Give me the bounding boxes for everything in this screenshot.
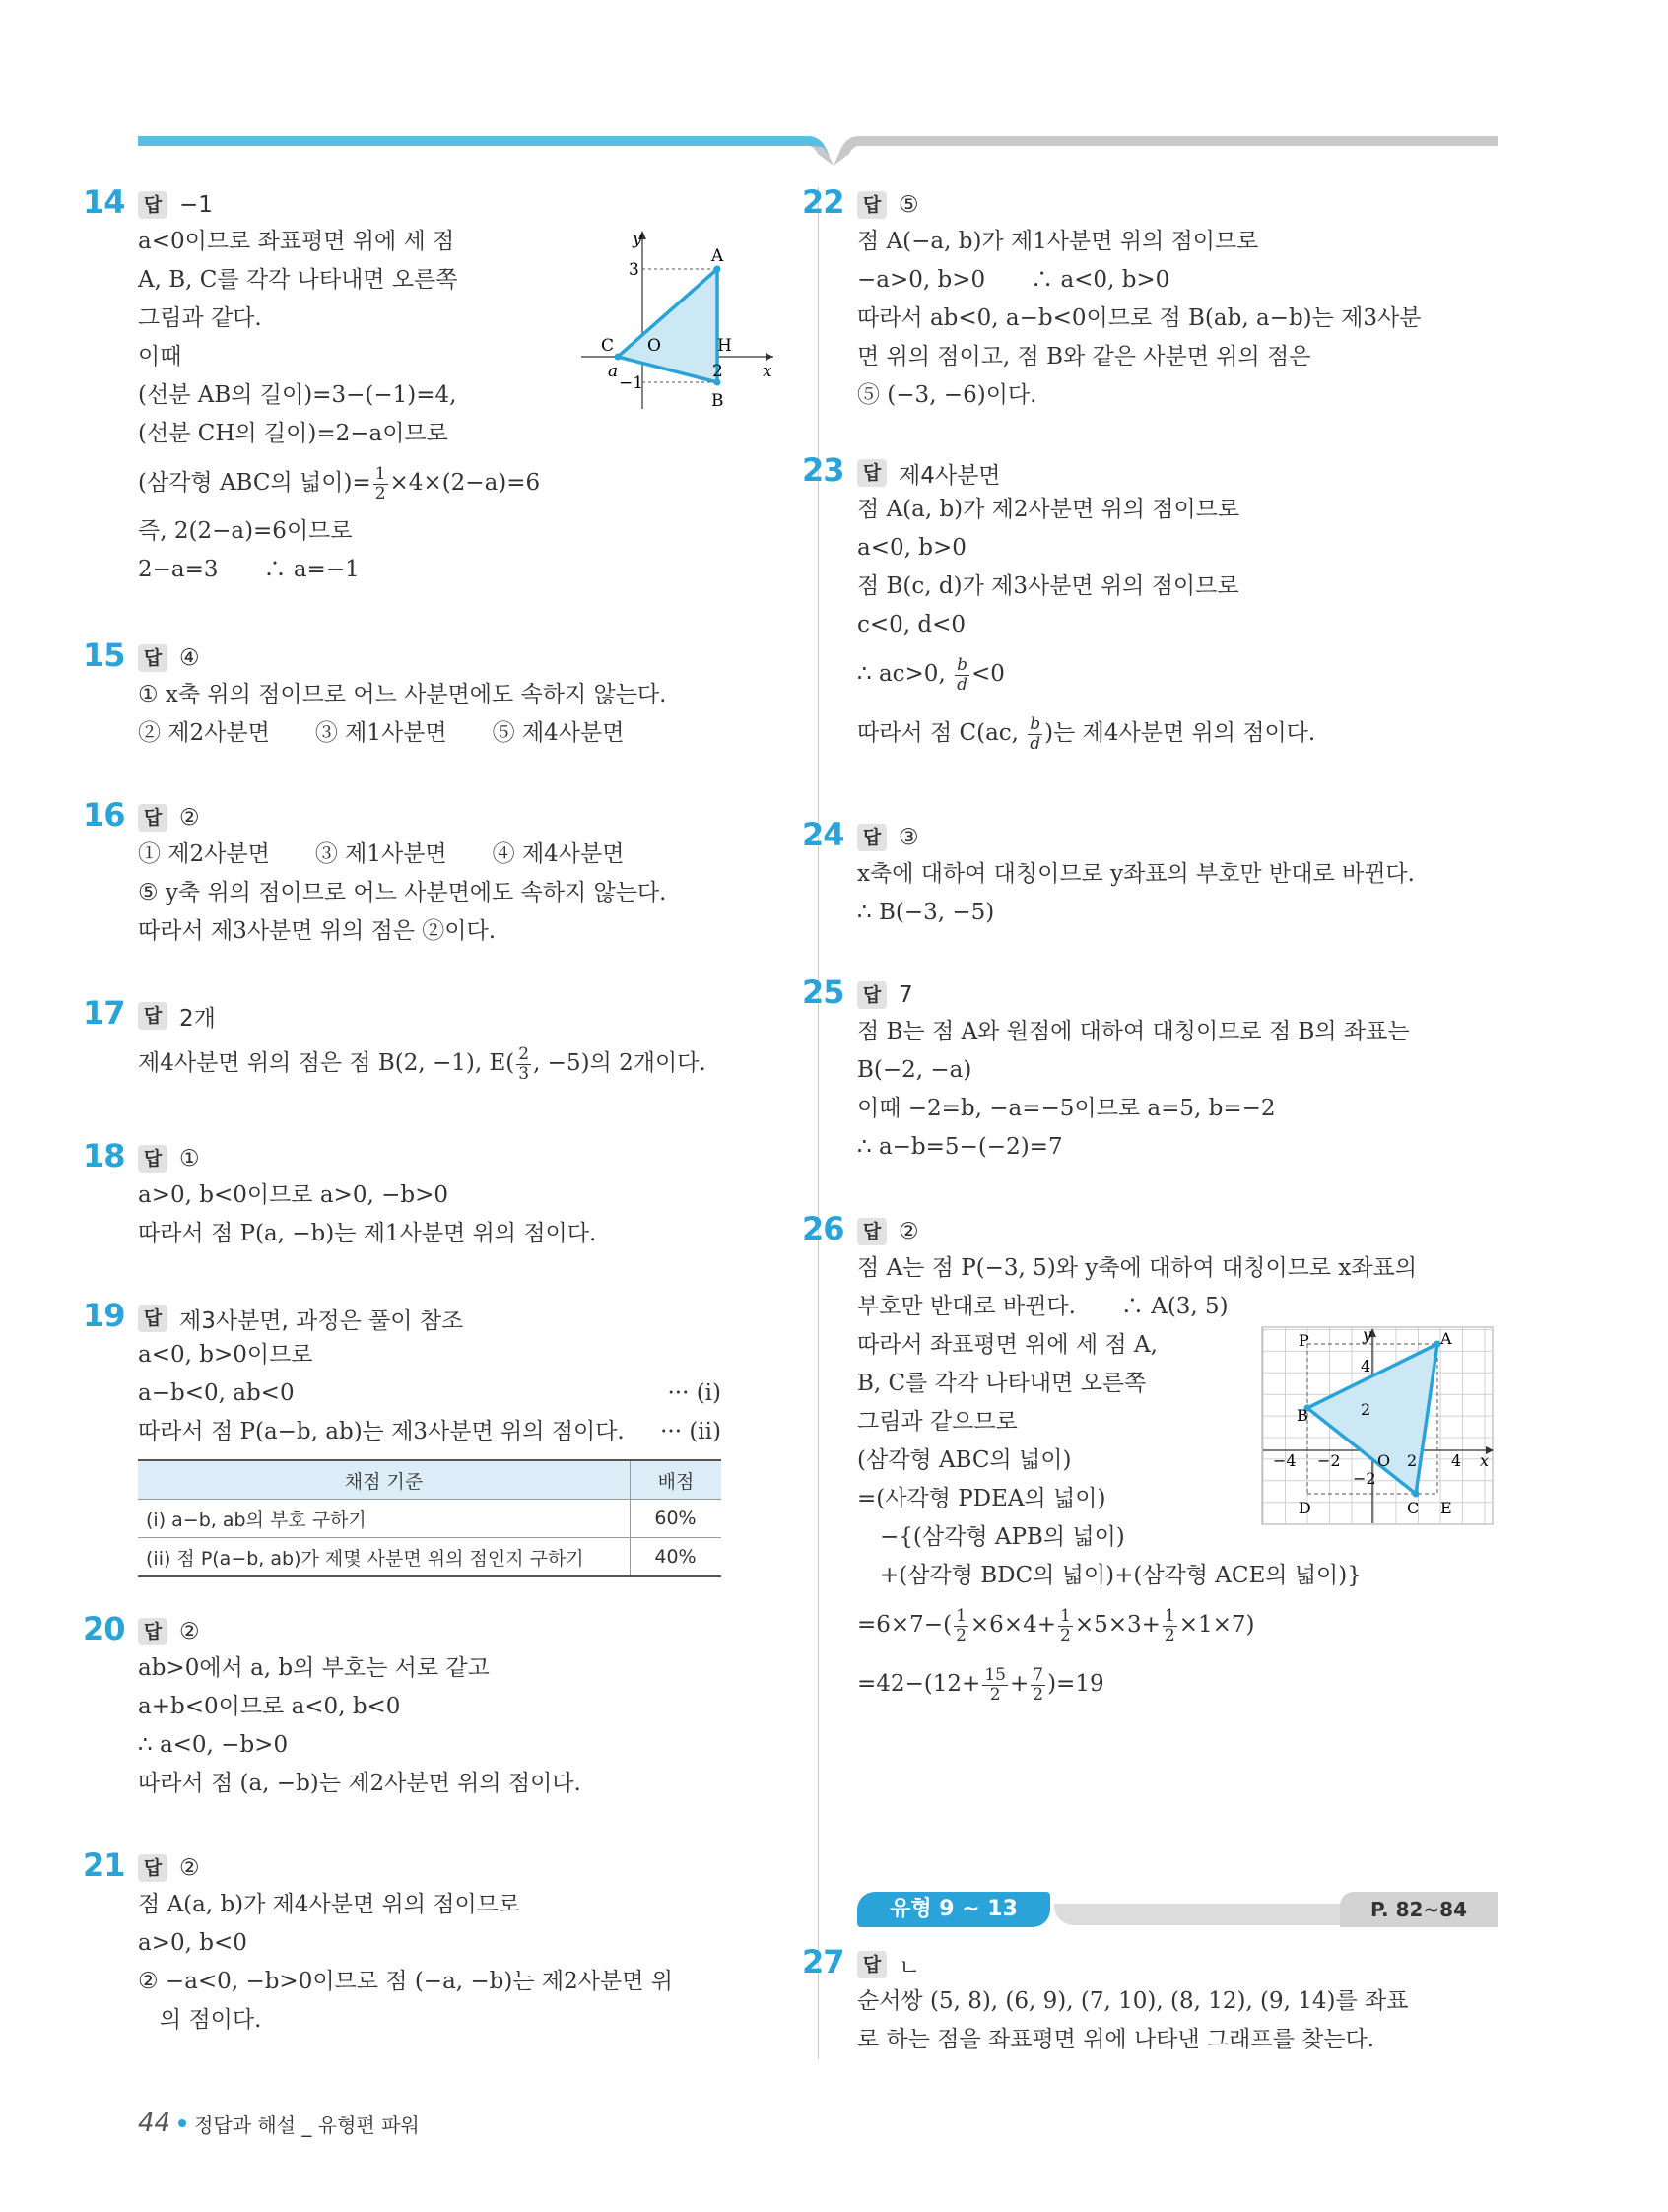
problem-16	[83, 796, 667, 951]
answer-value: −1	[179, 192, 213, 218]
answer-value: ①	[179, 1146, 200, 1172]
axis-label-x: x	[763, 362, 772, 381]
text-line: 즉, 2(2−a)=6이므로	[138, 518, 353, 544]
text-line: 그림과 같으므로	[857, 1409, 1018, 1435]
fraction: $\frac{1}{2}$	[956, 1605, 967, 1645]
axis-label-y: y	[1363, 1326, 1372, 1344]
answer-label: 답	[857, 1218, 887, 1245]
text-line: ab>0에서 a, b의 부호는 서로 같고	[138, 1655, 490, 1681]
problem-number: 26	[802, 1210, 844, 1247]
text-line: a>0, b<0이므로 a>0, −b>0	[138, 1182, 448, 1208]
text-line: 그림과 같다.	[138, 305, 262, 331]
section-line	[1054, 1904, 1350, 1925]
text-line: 따라서 제3사분면 위의 점은 ②이다.	[138, 918, 497, 944]
problem-number: 19	[83, 1297, 125, 1334]
problem-22	[802, 183, 1422, 415]
point-label-c: C	[601, 336, 615, 356]
text-line: 따라서 점 (a, −b)는 제2사분면 위의 점이다.	[138, 1771, 581, 1796]
fraction: $\frac{1}{2}$	[1164, 1605, 1175, 1645]
text-line: 면 위의 점이고, 점 B와 같은 사분면 위의 점은	[857, 344, 1311, 369]
answer-value: ㄴ	[899, 1954, 921, 1980]
problem-number: 27	[802, 1943, 844, 1980]
text-line: B(−2, −a)	[857, 1057, 972, 1083]
problem-number: 23	[802, 451, 844, 489]
answer-value: 제3사분면, 과정은 풀이 참조	[179, 1307, 464, 1334]
answer-label: 답	[138, 1145, 167, 1173]
answer-row	[138, 998, 706, 1034]
problem-number: 17	[83, 994, 125, 1032]
text-line: a<0, b>0	[857, 535, 967, 561]
bullet-icon	[178, 2119, 186, 2127]
fraction: $\frac{b}{d}$	[1030, 713, 1041, 754]
answer-label: 답	[138, 1002, 167, 1030]
text-line: ∴ a−b=5−(−2)=7	[857, 1134, 1063, 1160]
text-line: −{(삼각형 APB의 넓이)	[857, 1524, 1125, 1550]
answer-value: 7	[899, 982, 913, 1008]
answer-row	[857, 1214, 1498, 1249]
fraction: $\frac{1}{2}$	[1059, 1605, 1071, 1645]
text-line: 로 하는 점을 좌표평면 위에 나타낸 그래프를 찾는다.	[857, 2027, 1375, 2052]
point-label-b: B	[1297, 1406, 1308, 1425]
problem-number: 14	[83, 183, 125, 221]
answer-label: 답	[138, 191, 167, 219]
answer-row	[857, 455, 1315, 491]
text-line: c<0, d<0	[857, 612, 967, 637]
step-tag: ··· (ii)	[660, 1419, 721, 1444]
text-line: 순서쌍 (5, 8), (6, 9), (7, 10), (8, 12), (9, 14)를 좌표	[857, 1988, 1409, 2014]
answer-value: ②	[179, 805, 200, 831]
table-header: 배점	[631, 1460, 722, 1500]
tick-label: 4	[1451, 1451, 1462, 1470]
step-tag: ··· (i)	[667, 1380, 721, 1406]
text-line: ⑤ (−3, −6)이다.	[857, 382, 1037, 408]
text-line: 점 A(−a, b)가 제1사분면 위의 점이므로	[857, 229, 1259, 254]
point-label-b: B	[711, 391, 724, 411]
problem-18	[83, 1137, 597, 1253]
answer-row	[138, 1301, 729, 1336]
axis-label-x: x	[1480, 1451, 1490, 1470]
text-line: ⑤ y축 위의 점이므로 어느 사분면에도 속하지 않는다.	[138, 880, 667, 905]
problem-number: 15	[83, 637, 125, 674]
answer-row	[138, 800, 666, 836]
answer-label: 답	[138, 1305, 167, 1332]
point-label-e: E	[1440, 1499, 1452, 1517]
problem-21	[83, 1846, 673, 2040]
answer-value: ②	[899, 1219, 919, 1244]
text-line: 점 B는 점 A와 원점에 대하여 대칭이므로 점 B의 좌표는	[857, 1019, 1410, 1044]
text-line: a>0, b<0	[138, 1930, 247, 1956]
text-line: 이때 −2=b, −a=−5이므로 a=5, b=−2	[857, 1096, 1276, 1121]
problem-27	[802, 1943, 1409, 2059]
text-line: ① 제2사분면 ③ 제1사분면 ④ 제4사분면	[138, 841, 625, 867]
table-row: (i) a−b, ab의 부호 구하기 60%	[138, 1500, 721, 1538]
text-line: 따라서 점 C(ac, $\frac{b}{d}$ )는 제4사분면 위의 점이다.	[857, 713, 1316, 754]
text-line: 점 A(a, b)가 제2사분면 위의 점이므로	[857, 497, 1240, 522]
answer-value: ②	[179, 1855, 200, 1881]
section-header	[857, 1892, 1498, 1927]
table-row: (ii) 점 P(a−b, ab)가 제몇 사분면 위의 점인지 구하기 40%	[138, 1538, 721, 1577]
problem-26	[802, 1210, 1498, 1713]
problem-number: 24	[802, 816, 844, 853]
text-line: a<0이므로 좌표평면 위에 세 점	[138, 229, 455, 254]
text-line: (선분 CH의 길이)=2−a이므로	[138, 421, 448, 446]
page-footer	[138, 2109, 420, 2138]
answer-row	[138, 1850, 673, 1886]
text-line	[138, 453, 540, 512]
tick-label: 2	[1361, 1400, 1371, 1419]
text-line: =42−(12+ $\frac{15}{2}$ + $\frac{7}{2}$ )=19	[857, 1664, 1104, 1705]
answer-row	[138, 640, 666, 676]
tick-label: −1	[619, 373, 644, 393]
origin-label: O	[1377, 1451, 1391, 1470]
answer-label: 답	[138, 1618, 167, 1645]
text-line: ② 제2사분면 ③ 제1사분면 ⑤ 제4사분면	[138, 720, 625, 746]
text-line: ∴ ac>0, $\frac{b}{d}$ <0	[857, 654, 1005, 695]
tick-label: −2	[1353, 1469, 1376, 1488]
problem-14	[83, 183, 772, 589]
fraction: $\frac{b}{d}$	[957, 654, 967, 695]
text-line: 따라서 좌표평면 위에 세 점 A,	[857, 1332, 1158, 1358]
header-bar	[0, 0, 1668, 168]
axis-label-y: y	[633, 230, 642, 249]
text-line: (선분 AB의 길이)=3−(−1)=4,	[138, 382, 457, 408]
section-page-range: P. 82~84	[1340, 1892, 1498, 1927]
text-line: 점 B(c, d)가 제3사분면 위의 점이므로	[857, 573, 1239, 599]
text-line: A, B, C를 각각 나타내면 오른쪽	[138, 267, 458, 293]
footer-title: 정답과 해설 _ 유형편 파워	[194, 2112, 420, 2137]
answer-label: 답	[857, 459, 887, 487]
problem-19	[83, 1297, 729, 1577]
answer-row	[138, 1614, 581, 1649]
answer-label: 답	[857, 191, 887, 219]
point-label-h: H	[717, 336, 732, 356]
tick-label: a	[608, 362, 619, 381]
answer-row	[857, 1947, 1409, 1982]
table-header: 채점 기준	[138, 1460, 631, 1500]
text-line: x축에 대하여 대칭이므로 y좌표의 부호만 반대로 바뀐다.	[857, 861, 1415, 887]
text-line: 부호만 반대로 바뀐다. ∴ A(3, 5)	[857, 1294, 1229, 1319]
answer-value: 제4사분면	[899, 462, 1001, 489]
fraction: $\frac{7}{2}$	[1033, 1664, 1044, 1705]
answer-row	[138, 1141, 596, 1176]
problem-24	[802, 816, 1415, 932]
text-line: 의 점이다.	[138, 2007, 262, 2033]
answer-row	[857, 187, 1421, 223]
point-label-a: A	[1440, 1329, 1452, 1348]
text-line: a+b<0이므로 a<0, b<0	[138, 1694, 401, 1719]
problem-number: 18	[83, 1137, 125, 1174]
tick-label: 3	[629, 260, 639, 280]
text-line: a<0, b>0이므로	[138, 1342, 313, 1368]
text-line: a−b<0, ab<0 ··· (i)	[138, 1374, 729, 1413]
problem-25	[802, 973, 1410, 1167]
tick-label: 2	[712, 362, 723, 381]
text-line: 이때	[138, 344, 182, 369]
text-line: ∴ a<0, −b>0	[138, 1732, 289, 1758]
answer-label: 답	[138, 804, 167, 832]
tick-label: 2	[1407, 1451, 1418, 1470]
tick-label: −4	[1273, 1451, 1297, 1470]
text-line: 따라서 ab<0, a−b<0이므로 점 B(ab, a−b)는 제3사분	[857, 305, 1422, 331]
answer-value: ②	[179, 1619, 200, 1644]
tick-label: 4	[1361, 1357, 1371, 1375]
text-line: 2−a=3 ∴ a=−1	[138, 557, 360, 582]
answer-label: 답	[857, 981, 887, 1009]
problem-15	[83, 637, 667, 753]
text-line: −a>0, b>0 ∴ a<0, b>0	[857, 267, 1170, 293]
answer-value: ③	[899, 825, 919, 850]
text-line: =6×7−( $\frac{1}{2}$ ×6×4+ $\frac{1}{2}$ ×5×3+ $\frac{1}{2}$ ×1×7)	[857, 1605, 1255, 1645]
page-number: 44	[138, 2109, 171, 2138]
text-line: ② −a<0, −b>0이므로 점 (−a, −b)는 제2사분면 위	[138, 1969, 673, 1994]
answer-row	[138, 187, 540, 223]
problem-number: 16	[83, 796, 125, 834]
fraction: $\frac{2}{3}$	[518, 1043, 530, 1084]
text-line: 따라서 점 P(a−b, ab)는 제3사분면 위의 점이다. ··· (ii)	[138, 1413, 729, 1451]
problem-20	[83, 1610, 581, 1803]
fraction: $\frac{1}{2}$	[374, 463, 386, 503]
origin-label: O	[647, 336, 661, 356]
problem-17	[83, 994, 706, 1093]
text-line: 따라서 점 P(a, −b)는 제1사분면 위의 점이다.	[138, 1221, 597, 1246]
text-line: 점 A(a, b)가 제4사분면 위의 점이므로	[138, 1892, 521, 1917]
fraction: $\frac{15}{2}$	[984, 1664, 1006, 1705]
problem-number: 25	[802, 973, 844, 1011]
point-label-a: A	[711, 246, 724, 266]
scoring-table	[138, 1459, 721, 1577]
problem-number: 22	[802, 183, 844, 221]
answer-label: 답	[138, 644, 167, 672]
point-label-c: C	[1407, 1499, 1420, 1517]
triangle-figure-26	[1261, 1326, 1498, 1528]
text-line: B, C를 각각 나타내면 오른쪽	[857, 1371, 1147, 1396]
area-text: (삼각형 ABC의 넓이)=	[138, 470, 371, 496]
problem-23	[802, 451, 1316, 763]
section-title: 유형 9 ~ 13	[857, 1892, 1050, 1927]
tick-label: −2	[1317, 1451, 1341, 1470]
answer-label: 답	[857, 1951, 887, 1978]
text-line: ∴ B(−3, −5)	[857, 900, 995, 925]
point-label-p: P	[1299, 1331, 1309, 1350]
text-line: 제4사분면 위의 점은 점 B(2, −1), E( $\frac{2}{3}$ , −5)의 2개이다.	[138, 1043, 706, 1084]
text-line: =(사각형 PDEA의 넓이)	[857, 1486, 1106, 1511]
answer-label: 답	[138, 1854, 167, 1882]
answer-label: 답	[857, 824, 887, 851]
answer-value: ⑤	[899, 192, 919, 218]
text-line: ① x축 위의 점이므로 어느 사분면에도 속하지 않는다.	[138, 682, 667, 707]
area-text: ×4×(2−a)=6	[389, 470, 541, 496]
problem-number: 20	[83, 1610, 125, 1647]
answer-value: ④	[179, 645, 200, 671]
answer-row	[857, 820, 1415, 855]
answer-row	[857, 977, 1410, 1013]
text-line: 점 A는 점 P(−3, 5)와 y축에 대하여 대칭이므로 x좌표의	[857, 1255, 1418, 1281]
problem-number: 21	[83, 1846, 125, 1884]
point-label-d: D	[1299, 1499, 1311, 1517]
answer-value: 2개	[179, 1005, 216, 1032]
text-line: (삼각형 ABC의 넓이)	[857, 1447, 1072, 1473]
triangle-figure-14	[581, 227, 778, 414]
text-line: +(삼각형 BDC의 넓이)+(삼각형 ACE의 넓이)}	[857, 1563, 1362, 1588]
